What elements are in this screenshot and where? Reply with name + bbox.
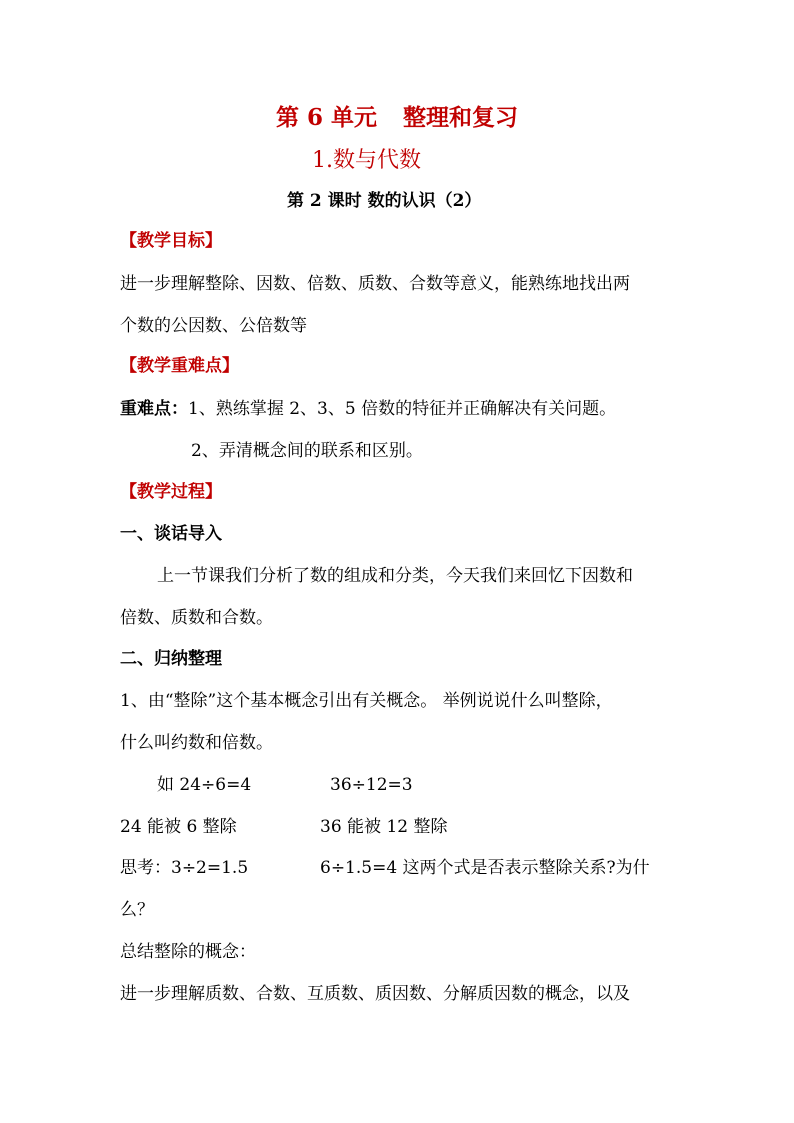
part2-heading: 二、归纳整理	[120, 649, 222, 669]
item1-line-1: 1、由“整除”这个基本概念引出有关概念。 举例说说什么叫整除，	[120, 691, 613, 711]
think-c: 么？	[120, 900, 154, 920]
keypoints-line-1	[120, 398, 616, 420]
keypoints-label: 重难点：	[120, 399, 188, 419]
objectives-line-2: 个数的公因数、公倍数等	[120, 316, 307, 336]
process-heading: 【教学过程】	[120, 482, 222, 502]
summary-line: 总结整除的概念：	[120, 942, 256, 962]
example-b: 36÷12=3	[330, 775, 413, 795]
item1-line-2: 什么叫约数和倍数。	[120, 733, 273, 753]
example-a: 如 24÷6=4	[157, 775, 252, 795]
divisible-a: 24 能被 6 整除	[120, 817, 237, 837]
think-a: 思考：3÷2=1.5	[120, 858, 249, 878]
keypoints-item-2: 2、弄清概念间的联系和区别。	[191, 441, 423, 461]
section-title: 1.数与代数	[312, 148, 421, 173]
objectives-heading: 【教学目标】	[120, 231, 222, 251]
lesson-title: 第 2 课时 数的认识（2）	[287, 191, 482, 211]
divisible-b: 36 能被 12 整除	[320, 817, 448, 837]
part1-line-1: 上一节课我们分析了数的组成和分类，今天我们来回忆下因数和	[157, 566, 633, 586]
part1-heading: 一、谈话导入	[120, 524, 222, 544]
unit-title-name: 整理和复习	[403, 104, 519, 131]
keypoints-heading: 【教学重难点】	[120, 356, 239, 376]
objectives-line-1: 进一步理解整除、因数、倍数、质数、合数等意义，能熟练地找出两	[120, 274, 630, 294]
last-line: 进一步理解质数、合数、互质数、质因数、分解质因数的概念，以及	[120, 984, 630, 1004]
unit-title-number: 第 6 单元	[275, 104, 378, 131]
unit-title	[0, 104, 794, 132]
keypoints-item-1: 1、熟练掌握 2、3、5 倍数的特征并正确解决有关问题。	[188, 399, 617, 419]
part1-line-2: 倍数、质数和合数。	[120, 608, 273, 628]
think-b: 6÷1.5=4 这两个式是否表示整除关系?为什	[320, 858, 650, 878]
